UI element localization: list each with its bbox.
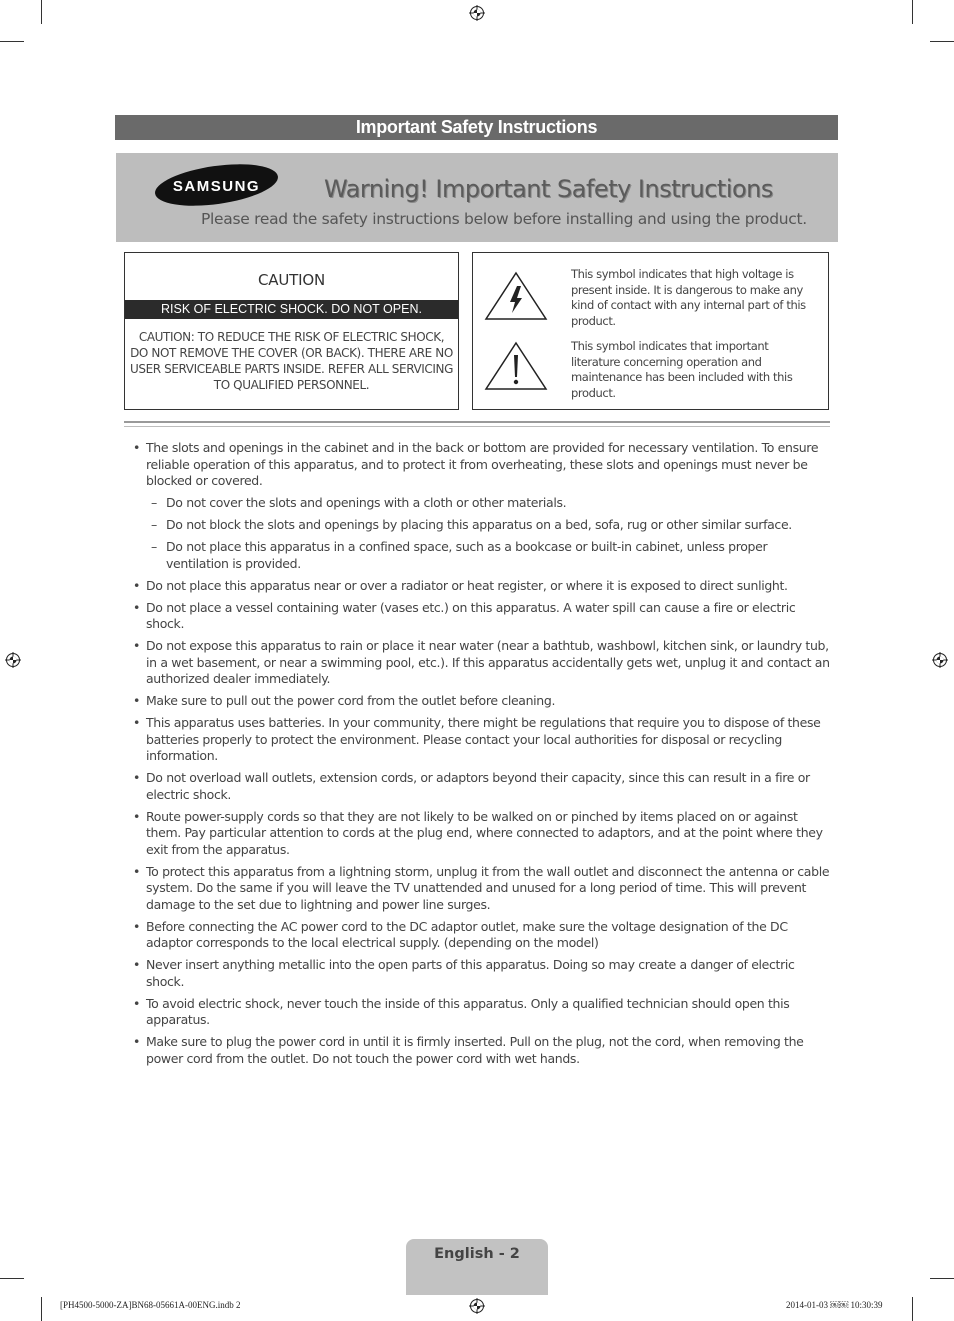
caution-text: CAUTION: TO REDUCE THE RISK OF ELECTRIC SHOCK, DO NOT REMOVE THE COVER (OR BACK). THERE ARE NO USER SERVICEABLE PARTS INSIDE. REFER ALL SERVICING TO QUALIFIED PERSONNEL.: [129, 330, 454, 392]
exclamation-warning-icon: [484, 341, 548, 397]
list-item: • Never insert anything metallic into the open parts of this apparatus. Doing so may create a danger of electric shock.: [133, 957, 795, 989]
list-item: • Do not overload wall outlets, extension cords, or adaptors beyond their capacity, since this can result in a fire or electric shock.: [133, 770, 810, 802]
page-number: English - 2: [434, 1246, 520, 1262]
registration-mark-icon: [932, 652, 948, 668]
list-item: • Route power-supply cords so that they are not likely to be walked on or pinched by items placed on or against them. Pay particular attention to cords at the plug end, where connected to adaptors, and at the point where they exit from the apparatus.: [133, 808, 823, 857]
list-item: • To protect this apparatus from a lightning storm, unplug it from the wall outlet and disconnect the antenna or cable system. Do the same if you will leave the TV unattended and unused for a long period of time. This will prevent damage to the set due to lightning and power line surges.: [133, 863, 830, 912]
list-item: • Do not expose this apparatus to rain or place it near water (near a bathtub, washbowl, kitchen sink, or laundry tub, in a wet basement, or near a swimming pool, etc.). If this apparatus accidentally gets wet, unplug it and contact an authorized dealer immediately.: [133, 638, 830, 686]
list-item: • To avoid electric shock, never touch the inside of this apparatus. Only a qualified technician should open this apparatus.: [133, 995, 790, 1027]
crop-mark: [912, 1297, 913, 1321]
crop-mark: [41, 1297, 42, 1321]
section-divider: [124, 421, 830, 427]
caution-strip: RISK OF ELECTRIC SHOCK. DO NOT OPEN.: [125, 300, 458, 319]
list-subitem: – Do not place this apparatus in a confined space, such as a bookcase or built-in cabinet, unless proper ventilation is provided.: [151, 539, 768, 571]
print-slug-left: [PH4500-5000-ZA]BN68-05661A-00ENG.indb 2: [60, 1300, 241, 1310]
page-number-tab: [406, 1239, 548, 1295]
list-item: • Make sure to pull out the power cord from the outlet before cleaning.: [133, 693, 556, 708]
samsung-logo-text: SAMSUNG: [172, 178, 261, 195]
samsung-logo: [154, 164, 279, 206]
high-voltage-icon: [484, 271, 548, 327]
warning-banner: [116, 153, 838, 242]
registration-mark-icon: [469, 1298, 485, 1314]
symbol-text-literature: This symbol indicates that important literature concerning operation and maintenance has been included with this product.: [571, 339, 793, 400]
caution-box: [124, 252, 459, 410]
registration-mark-icon: [469, 5, 485, 21]
crop-mark: [912, 0, 913, 24]
banner-subtitle: Please read the safety instructions below before installing and using the product.: [201, 210, 807, 228]
symbol-text-high-voltage: This symbol indicates that high voltage is present inside. It is dangerous to make any kind of contact with any internal part of this product.: [571, 267, 806, 328]
crop-mark: [930, 1278, 954, 1279]
symbol-legend-box: [472, 252, 829, 410]
banner-title: Warning! Important Safety Instructions: [324, 175, 773, 203]
registration-mark-icon: [5, 652, 21, 668]
section-title: Important Safety Instructions: [115, 115, 838, 140]
list-item: • Do not place a vessel containing water (vases etc.) on this apparatus. A water spill can cause a fire or electric shock.: [133, 599, 796, 631]
list-item: • Make sure to plug the power cord in until it is firmly inserted. Pull on the plug, not the cord, when removing the power cord from the outlet. Do not touch the power cord with wet hands.: [133, 1034, 804, 1066]
list-item: • Before connecting the AC power cord to the DC adaptor outlet, make sure the voltage designation of the DC adaptor corresponds to the local electrical supply. (depending on the model): [133, 918, 788, 950]
crop-mark: [930, 41, 954, 42]
caution-title: CAUTION: [258, 271, 325, 289]
safety-instruction-list: [130, 440, 830, 1073]
list-item: • Do not place this apparatus near or over a radiator or heat register, or where it is exposed to direct sunlight.: [133, 577, 788, 593]
crop-mark: [0, 1278, 24, 1279]
crop-mark: [0, 41, 24, 42]
list-subitem: – Do not cover the slots and openings with a cloth or other materials.: [151, 495, 567, 510]
list-item: • The slots and openings in the cabinet and in the back or bottom are provided for necessary ventilation. To ensure reliable operation of this apparatus, and to protect it from overheating, these slots and openings must never be blocked or covered.: [133, 440, 819, 488]
list-subitem: – Do not block the slots and openings by placing this apparatus on a bed, sofa, rug or other similar surface.: [151, 517, 792, 532]
list-item: • This apparatus uses batteries. In your community, there might be regulations that require you to dispose of these batteries properly to protect the environment. Please contact your local authorities for disposal or recycling information.: [133, 715, 821, 763]
print-slug-right: 2014-01-03 ￼￼ 10:30:39: [786, 1300, 883, 1310]
crop-mark: [41, 0, 42, 24]
